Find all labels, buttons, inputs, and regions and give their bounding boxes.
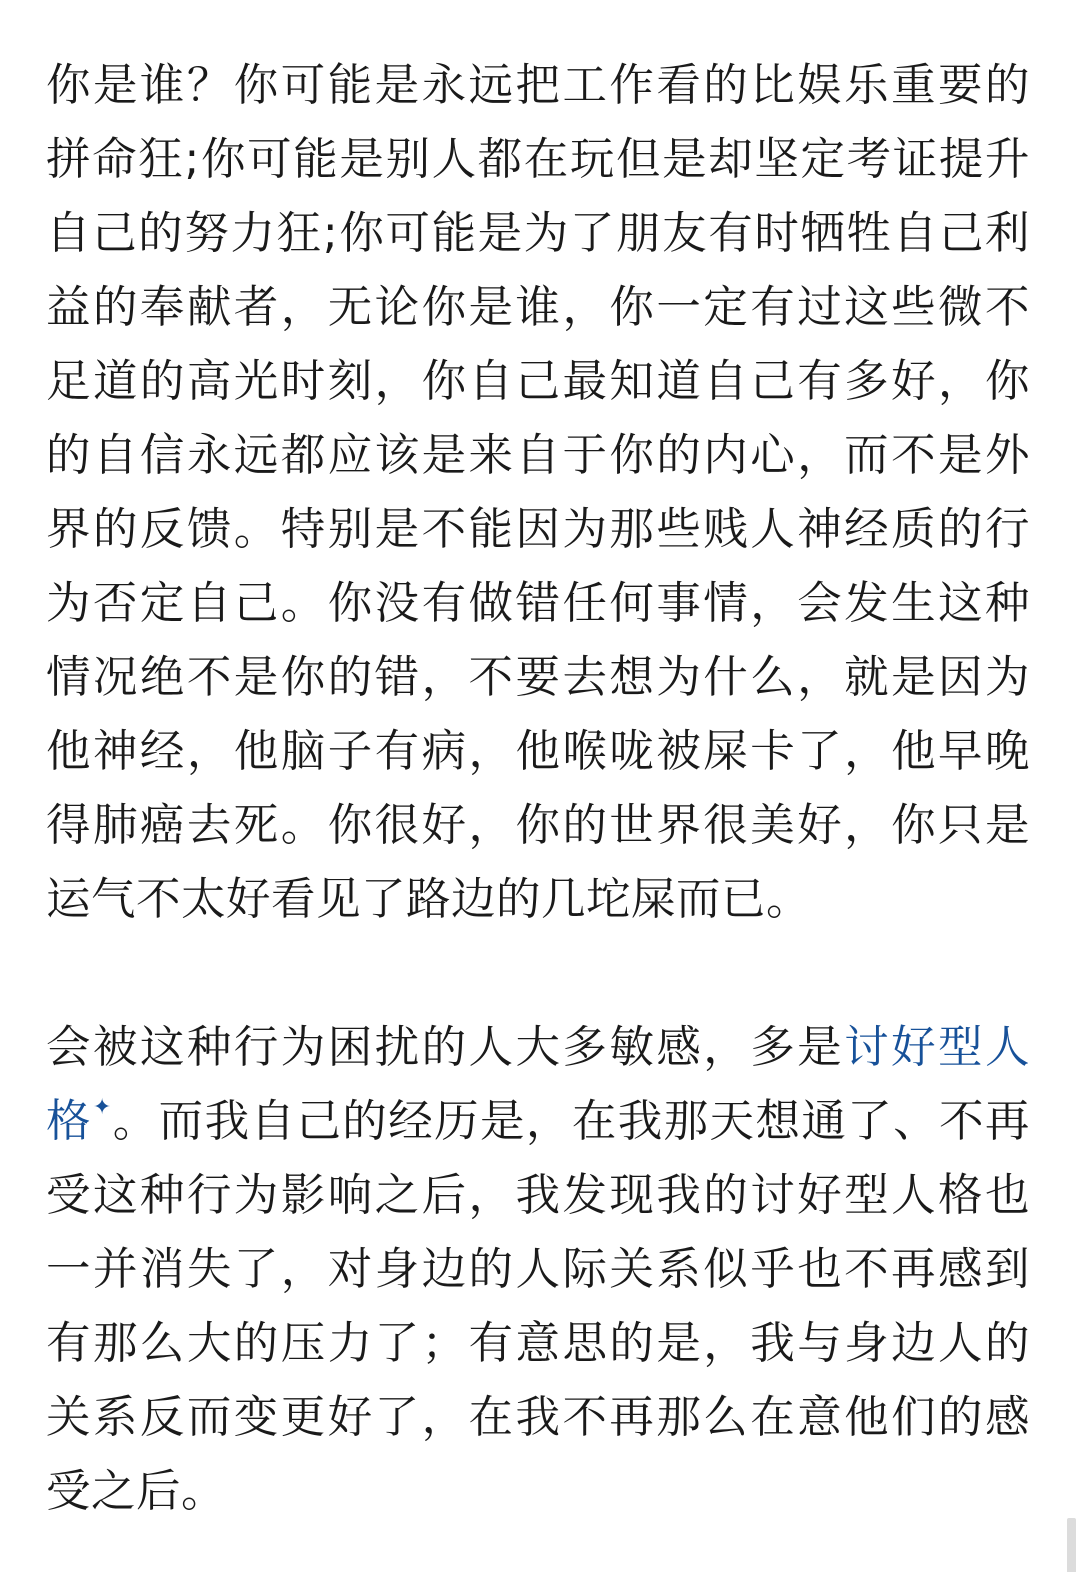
paragraph-2-text-before: 会被这种行为困扰的人大多敏感，多是 xyxy=(46,1022,845,1073)
keyword-link-label[interactable]: 讨好型人格 xyxy=(46,1022,1030,1147)
paragraph-1: 你是谁？你可能是永远把工作看的比娱乐重要的拼命狂;你可能是别人都在玩但是却坚定考证提升自己的努力狂;你可能是为了朋友有时牺牲自己利益的奉献者，无论你是谁，你一定有过这些微不足道的高光时刻，你自己最知道自己有多好，你的自信永远都应该是来自于你的内心，而不是外界的反馈。特别是不能因为那些贱人神经质的行为否定自己。你没有做错任何事情，会发生这种情况绝不是你的错，不要去想为什么，就是因为他神经，他脑子有病，他喉咙被屎卡了，他早晚得肺癌去死。你很好，你的世界很美好，你只是运气不太好看见了路边的几坨屎而已。 xyxy=(46,60,1030,925)
answer-content xyxy=(46,49,1030,1529)
scrollbar-thumb[interactable] xyxy=(1067,1518,1076,1572)
paragraph-2-text-after: 。而我自己的经历是，在我那天想通了、不再受这种行为影响之后，我发现我的讨好型人格也一并消失了，对身边的人际关系似乎也不再感到有那么大的压力了；有意思的是，我与身边人的关系反而变更好了，在我不再那么在意他们的感受之后。 xyxy=(46,1096,1030,1517)
sparkle-icon: ✦ xyxy=(92,1095,112,1120)
paragraph-2 xyxy=(46,1011,1030,1529)
